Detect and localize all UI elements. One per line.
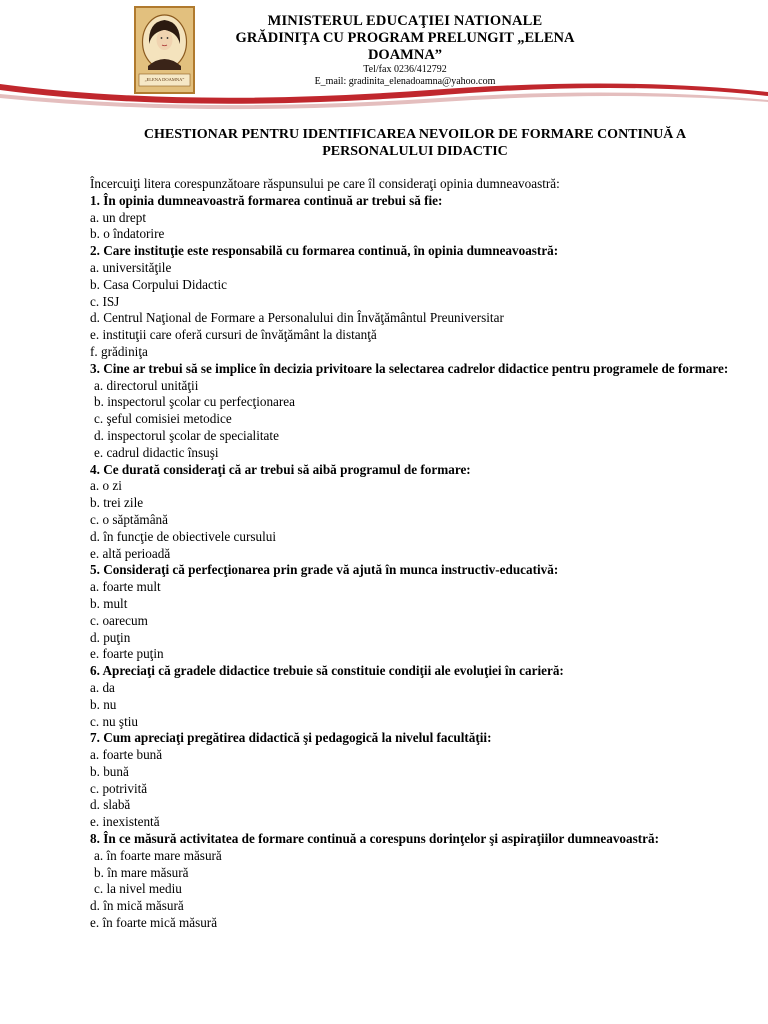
- question-5: [90, 562, 730, 663]
- question-6: [90, 663, 730, 730]
- option-e[interactable]: e. foarte puţin: [90, 646, 164, 662]
- option-b[interactable]: b. mult: [90, 595, 128, 611]
- option-e[interactable]: e. instituţii care oferă cursuri de învăţământ la distanţă: [90, 327, 377, 343]
- option-c[interactable]: c. şeful comisiei metodice: [94, 411, 232, 427]
- contact-email: E_mail: gradinita_elenadoamna@yahoo.com: [314, 76, 496, 87]
- option-e[interactable]: e. în foarte mică măsură: [90, 915, 218, 931]
- question-4: [90, 462, 730, 563]
- question-text: 1. În opinia dumneavoastră formarea continuă ar trebui să fie:: [90, 192, 443, 208]
- questionnaire-title: CHESTIONAR PENTRU IDENTIFICAREA NEVOILOR DE FORMARE CONTINUĂ A PERSONALULUI DIDACTIC: [143, 127, 687, 159]
- option-b[interactable]: b. inspectorul şcolar cu perfecţionarea: [94, 394, 296, 410]
- question-text: 4. Ce durată consideraţi că ar trebui să aibă programul de formare:: [90, 461, 471, 477]
- option-c[interactable]: c. potrivită: [90, 780, 148, 796]
- option-a[interactable]: a. un drept: [90, 209, 147, 225]
- option-a[interactable]: a. foarte bună: [90, 747, 163, 763]
- question-text: 2. Care instituţie este responsabilă cu formarea continuă, în opinia dumneavoastră:: [90, 243, 559, 259]
- ministry-name: MINISTERUL EDUCAŢIEI NATIONALE: [267, 13, 543, 29]
- option-c[interactable]: c. oarecum: [90, 612, 148, 628]
- question-7: [90, 730, 730, 831]
- question-text: 6. Apreciaţi că gradele didactice trebuie să constituie condiţii ale evoluţiei în carieră:: [90, 663, 564, 679]
- option-a[interactable]: a. foarte mult: [90, 579, 161, 595]
- option-f[interactable]: f. grădiniţa: [90, 343, 148, 359]
- option-d[interactable]: d. în funcţie de obiectivele cursului: [90, 528, 277, 544]
- option-c[interactable]: c. nu ştiu: [90, 713, 138, 729]
- option-d[interactable]: d. slabă: [90, 797, 131, 813]
- option-b[interactable]: b. bună: [90, 763, 129, 779]
- questionnaire-body: [90, 176, 730, 932]
- option-c[interactable]: c. la nivel mediu: [94, 881, 182, 897]
- option-c[interactable]: c. ISJ: [90, 293, 120, 309]
- option-a[interactable]: a. o zi: [90, 478, 122, 494]
- option-e[interactable]: e. inexistentă: [90, 814, 160, 830]
- option-a[interactable]: a. directorul unităţii: [94, 377, 199, 393]
- option-b[interactable]: b. o îndatorire: [90, 226, 165, 242]
- question-1: [90, 193, 730, 243]
- option-b[interactable]: b. în mare măsură: [94, 864, 189, 880]
- question-2: [90, 243, 730, 361]
- question-text: 8. În ce măsură activitatea de formare continuă a corespuns dorinţelor şi aspiraţiilor dumneavoastră:: [90, 831, 659, 847]
- contact-phone: Tel/fax 0236/412792: [363, 64, 447, 75]
- question-text: 7. Cum apreciaţi pregătirea didactică şi pedagogică la nivelul facultăţii:: [90, 730, 492, 746]
- logo-caption: „ELENA DOAMNA”: [144, 77, 185, 82]
- option-d[interactable]: d. Centrul Naţional de Formare a Personalului din Învăţământul Preuniversitar: [90, 310, 504, 326]
- question-8: [90, 831, 730, 932]
- instruction-text: Încercuiţi litera corespunzătoare răspunsului pe care îl consideraţi opinia dumneavoastră:: [90, 176, 560, 191]
- option-b[interactable]: b. trei zile: [90, 495, 144, 511]
- option-a[interactable]: a. în foarte mare măsură: [94, 847, 222, 863]
- question-text: 5. Consideraţi că perfecţionarea prin grade vă ajută în munca instructiv-educativă:: [90, 562, 559, 578]
- option-d[interactable]: d. puţin: [90, 629, 131, 645]
- option-e[interactable]: e. cadrul didactic însuşi: [94, 444, 219, 460]
- option-a[interactable]: a. da: [90, 679, 115, 695]
- option-b[interactable]: b. Casa Corpului Didactic: [90, 276, 227, 292]
- school-name: GRĂDINIŢA CU PROGRAM PRELUNGIT „ELENA DOAMNA”: [235, 30, 575, 63]
- question-text: 3. Cine ar trebui să se implice în decizia privitoare la selectarea cadrelor didactice pentru programele de formare:: [90, 360, 729, 376]
- header-swoosh: [0, 74, 768, 114]
- option-d[interactable]: d. inspectorul şcolar de specialitate: [94, 427, 279, 443]
- option-a[interactable]: a. universităţile: [90, 259, 172, 275]
- option-e[interactable]: e. altă perioadă: [90, 545, 171, 561]
- option-c[interactable]: c. o săptămână: [90, 511, 168, 527]
- question-3: [90, 361, 730, 462]
- option-d[interactable]: d. în mică măsură: [90, 898, 184, 914]
- option-b[interactable]: b. nu: [90, 696, 117, 712]
